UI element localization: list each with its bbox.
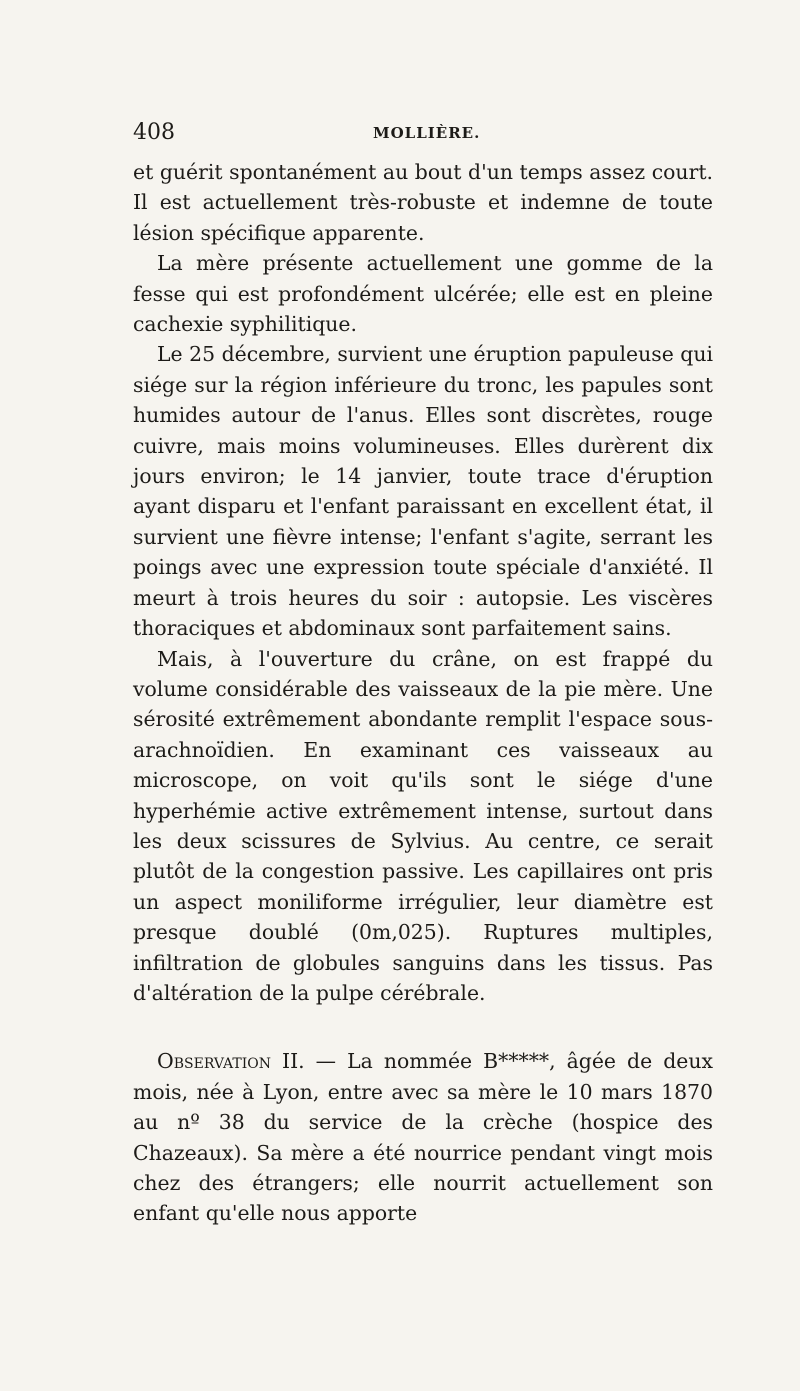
paragraph: Le 25 décembre, survient une éruption papuleuse qui siége sur la région inférieure du tronc, les papules sont humides autour de l'anus. Elles sont discrètes, rouge cuivre, mais moins volumineuses. Elles durèrent dix jours environ; le 14 janvier, toute trace d'éruption ayant disparu et l'enfant paraissant en excellent état, il survient une fièvre intense; l'enfant s'agite, serrant les poings avec une expression toute spéciale d'anxiété. Il meurt à trois heures du soir : autopsie. Les viscères thoraciques et abdominaux sont parfaitement sains. (133, 342, 713, 641)
observation-paragraph (133, 1046, 713, 1228)
observation-label: Observation II. (157, 1049, 305, 1074)
body-text (133, 157, 713, 1229)
page-header (133, 120, 713, 150)
page-number: 408 (133, 120, 175, 145)
paragraph: La mère présente actuellement une gomme de la fesse qui est profondément ulcérée; elle est en pleine cachexie syphilitique. (133, 251, 713, 337)
paragraph: Mais, à l'ouverture du crâne, on est frappé du volume considérable des vaisseaux de la pie mère. Une sérosité extrêmement abondante remplit l'espace sous-arachnoïdien. En examinant ces vaisseaux au microscope, on voit qu'ils sont le siége d'une hyperhémie active extrêmement intense, surtout dans les deux scissures de Sylvius. Au centre, ce serait plutôt de la congestion passive. Les capillaires ont pris un aspect moniliforme irrégulier, leur diamètre est presque doublé (0m,025). Ruptures multiples, infiltration de globules sanguins dans les tissus. Pas d'altération de la pulpe cérébrale. (133, 646, 713, 1005)
observation-text: — La nommée B*****, âgée de deux mois, née à Lyon, entre avec sa mère le 10 mars 1870 au nº 38 du service de la crèche (hospice des Chazeaux). Sa mère a été nourrice pendant vingt mois chez des étrangers; elle nourrit actuellement son enfant qu'elle nous apporte (133, 1049, 713, 1226)
running-head: MOLLIÈRE. (373, 124, 481, 142)
paragraph: et guérit spontanément au bout d'un temps assez court. Il est actuellement très-robuste et indemne de toute lésion spécifique apparente. (133, 160, 713, 245)
